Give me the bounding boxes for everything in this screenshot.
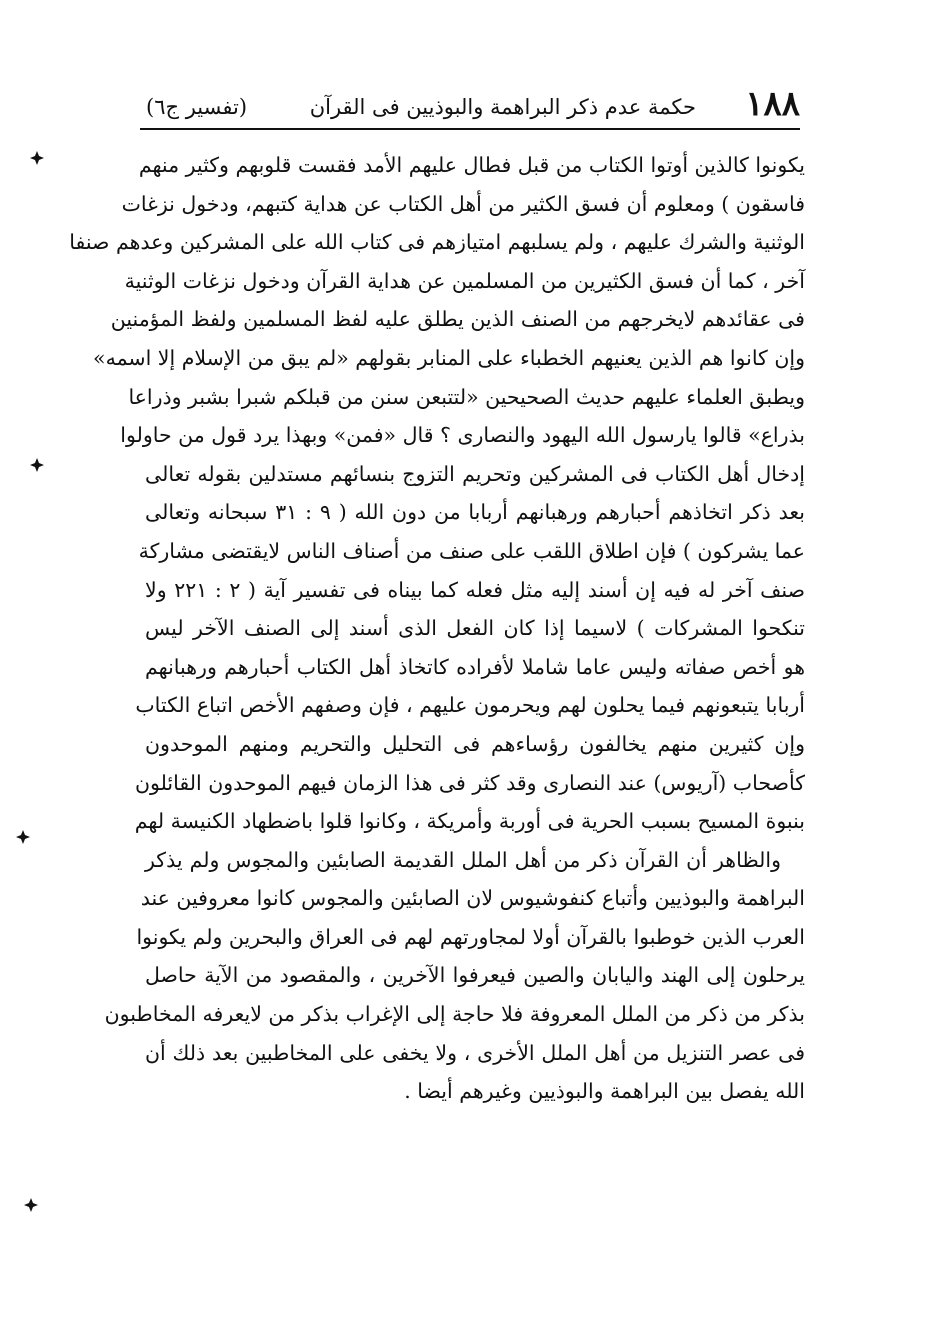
text-line: وإن كثيرين منهم يخالفون رؤساءهم فى التحليل والتحريم ومنهم الموحدون (145, 731, 805, 756)
page-number: ١٨٨ (745, 84, 800, 124)
binder-mark-icon (16, 830, 30, 844)
binder-mark-icon (30, 151, 44, 165)
text-line: ويطبق العلماء عليهم حديث الصحيحين «لتتبعن سنن من قبلكم شبرا بشبر وذراعا (128, 384, 805, 409)
text-line: فى عصر التنزيل من أهل الملل الأخرى ، ولا يخفى على المخاطبين بعد ذلك أن (145, 1040, 805, 1065)
text-line: الوثنية والشرك عليهم ، ولم يسلبهم امتيازهم فى كتاب الله على المشركين وعدهم صنفا (69, 230, 805, 255)
text-line: عما يشركون ) فإن اطلاق اللقب على صنف من أصناف الناس لايقتضى مشاركة (138, 538, 805, 563)
volume-reference: (تفسير ج٦) (146, 95, 248, 119)
body-text (69, 146, 805, 1111)
last-text-line: الله يفصل بين البراهمة والبوذيين وغيرهم أيضا . (404, 1079, 805, 1104)
text-line: بنبوة المسيح بسبب الحرية فى أوربة وأمريكة ، وكانوا قلوا باضطهاد الكنيسة لهم (134, 809, 805, 834)
text-line: كأصحاب (آريوس) عند النصارى وقد كثر فى هذا الزمان فيهم الموحدون القائلون (134, 770, 805, 795)
text-line: فى عقائدهم لايخرجهم من الصنف الذين يطلق عليه لفظ المسلمين ولفظ المؤمنين (110, 307, 805, 332)
page-header (140, 84, 800, 128)
text-line: بذراع» قالوا يارسول الله اليهود والنصارى ؟ قال «فمن» وبهذا يرد قول من حاولوا (120, 423, 805, 448)
text-line: البراهمة والبوذيين وأتباع كنفوشيوس لان الصابئين والمجوس كانوا معروفين عند (140, 886, 805, 911)
paragraph-start-line: والظاهر أن القرآن ذكر من أهل الملل القديمة الصابئين والمجوس ولم يذكر (145, 847, 781, 872)
text-line: إدخال أهل الكتاب فى المشركين وتحريم التزوج بنسائهم مستدلين بقوله تعالى (145, 461, 805, 486)
text-line: بعد ذكر اتخاذهم أحبارهم ورهبانهم أربابا من دون الله ( ٩ : ٣١ سبحانه وتعالى (145, 500, 805, 525)
running-title: حكمة عدم ذكر البراهمة والبوذيين فى القرآن (309, 95, 696, 119)
text-line: تنكحوا المشركات ) لاسيما إذا كان الفعل الذى أسند إلى الصنف الآخر ليس (145, 616, 805, 641)
text-line: صنف آخر له فيه إن أسند إليه مثل فعله كما بيناه فى تفسير آية ( ٢ : ٢٢١ ولا (145, 577, 805, 602)
text-line: آخر ، كما أن فسق الكثيرين من المسلمين عن هداية القرآن ودخول نزغات الوثنية (124, 268, 805, 293)
binder-mark-icon (24, 1198, 38, 1212)
text-line: العرب الذين خوطبوا بالقرآن أولا لمجاورتهم لهم فى العراق والبحرين ولم يكونوا (136, 924, 805, 949)
text-line: أربابا يتبعونهم فيما يحلون لهم ويحرمون عليهم ، فإن وصفهم الأخص اتباع الكتاب (135, 693, 805, 718)
text-line: يكونوا كالذين أوتوا الكتاب من قبل فطال عليهم الأمد فقست قلوبهم وكثير منهم (138, 153, 805, 177)
text-line: فاسقون ) ومعلوم أن فسق الكثير من أهل الكتاب عن هداية كتبهم، ودخول نزغات (121, 191, 805, 216)
text-line: هو أخص صفاته وليس عاما شاملا لأفراده كاتخاذ أهل الكتاب أحبارهم ورهبانهم (145, 654, 805, 679)
header-rule (140, 128, 800, 130)
text-line: بذكر من ذكر من الملل المعروفة فلا حاجة إلى الإغراب بذكر من لايعرفه المخاطبون (104, 1002, 805, 1027)
text-line: وإن كانوا هم الذين يعنيهم الخطباء على المنابر بقولهم «لم يبق من الإسلام إلا اسمه» (93, 345, 805, 370)
text-line: يرحلون إلى الهند واليابان والصين فيعرفوا الآخرين ، والمقصود من الآية حاصل (145, 963, 805, 988)
binder-mark-icon (30, 458, 44, 472)
